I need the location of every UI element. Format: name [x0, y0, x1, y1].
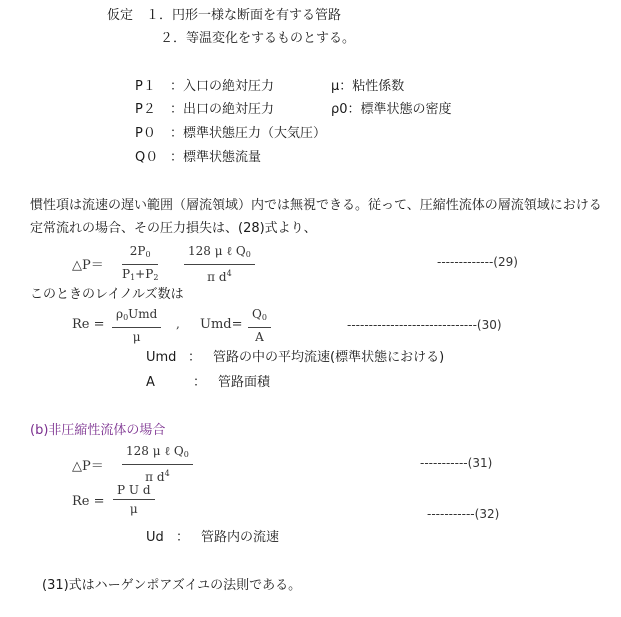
symbol-p0: P０ [135, 126, 156, 141]
def-ud-colon: ： [176, 530, 190, 545]
def-umd-desc: 管路の中の平均流速(標準状態における) [213, 350, 445, 365]
symbol-q0-desc: ：標準状態流量 [170, 150, 262, 165]
symbol-p2: P２ [135, 102, 156, 117]
eq30-lhs: Re = [72, 317, 105, 332]
symbol-p0-desc: ：標準状態圧力（大気圧） [170, 126, 327, 141]
eq30-label: ------------------------------(30) [347, 318, 502, 332]
assumption-item-1: １．円形一様な断面を有する管路 [146, 8, 342, 23]
section-b-heading: (b)非圧縮性流体の場合 [30, 423, 166, 438]
eq30-comma: , [176, 317, 180, 331]
symbol-q0: Q０ [135, 150, 159, 165]
eq30-umd-lhs: Umd= [200, 317, 243, 332]
eq29-fraction-1: $\frac{2P_0}{P_1+P_2}$ [122, 244, 159, 282]
eq31-lhs: △P＝ [72, 459, 104, 474]
eq32-label: -----------(32) [427, 507, 500, 521]
conclusion-text: (31)式はハーゲンポアズイユの法則である。 [42, 578, 302, 593]
eq30-fraction-1: $\rho_0Umd$ μ [112, 307, 161, 344]
paragraph-line-1: 慣性項は流速の遅い範囲（層流領域）内では無視できる。従って、圧縮性流体の層流領域における [30, 198, 602, 213]
def-a-colon: ： [193, 375, 207, 390]
eq29-fraction-2: 128 μ ℓ $Q_0$ π $d^4$ [184, 244, 255, 284]
def-a-symbol: A [146, 375, 155, 390]
eq32-fraction: $\frac{\text{P U d}}{\mu}$ [113, 483, 155, 516]
assumption-item-2: ２．等温変化をするものとする。 [160, 31, 356, 46]
def-ud-symbol: Ud [146, 530, 164, 545]
symbol-p1-desc: ：入口の絶対圧力 [170, 79, 275, 94]
assumption-heading: 仮定 [107, 8, 134, 23]
symbol-rho0: ρ0：標準状態の密度 [331, 102, 452, 117]
paragraph-line-2: 定常流れの場合、その圧力損失は、(28)式より、 [30, 221, 317, 236]
eq30-fraction-2: $\frac{Q_0}{A}$ [248, 307, 271, 344]
eq29-lhs: △P＝ [72, 258, 104, 273]
def-a-desc: 管路面積 [218, 375, 271, 390]
def-umd-symbol: Umd [146, 350, 177, 365]
symbol-p2-desc: ：出口の絶対圧力 [170, 102, 275, 117]
eq32-lhs: Re = [72, 494, 105, 509]
reynolds-intro: このときのレイノルズ数は [30, 287, 184, 302]
eq31-label: -----------(31) [420, 456, 493, 470]
eq29-label: -------------(29) [437, 255, 518, 269]
def-umd-colon: ： [188, 350, 202, 365]
symbol-p1: P１ [135, 79, 156, 94]
eq31-fraction: 128 μ ℓ $Q_0$ π $d^4$ [122, 444, 193, 484]
def-ud-desc: 管路内の流速 [201, 530, 280, 545]
symbol-mu: μ：粘性係数 [331, 79, 405, 94]
